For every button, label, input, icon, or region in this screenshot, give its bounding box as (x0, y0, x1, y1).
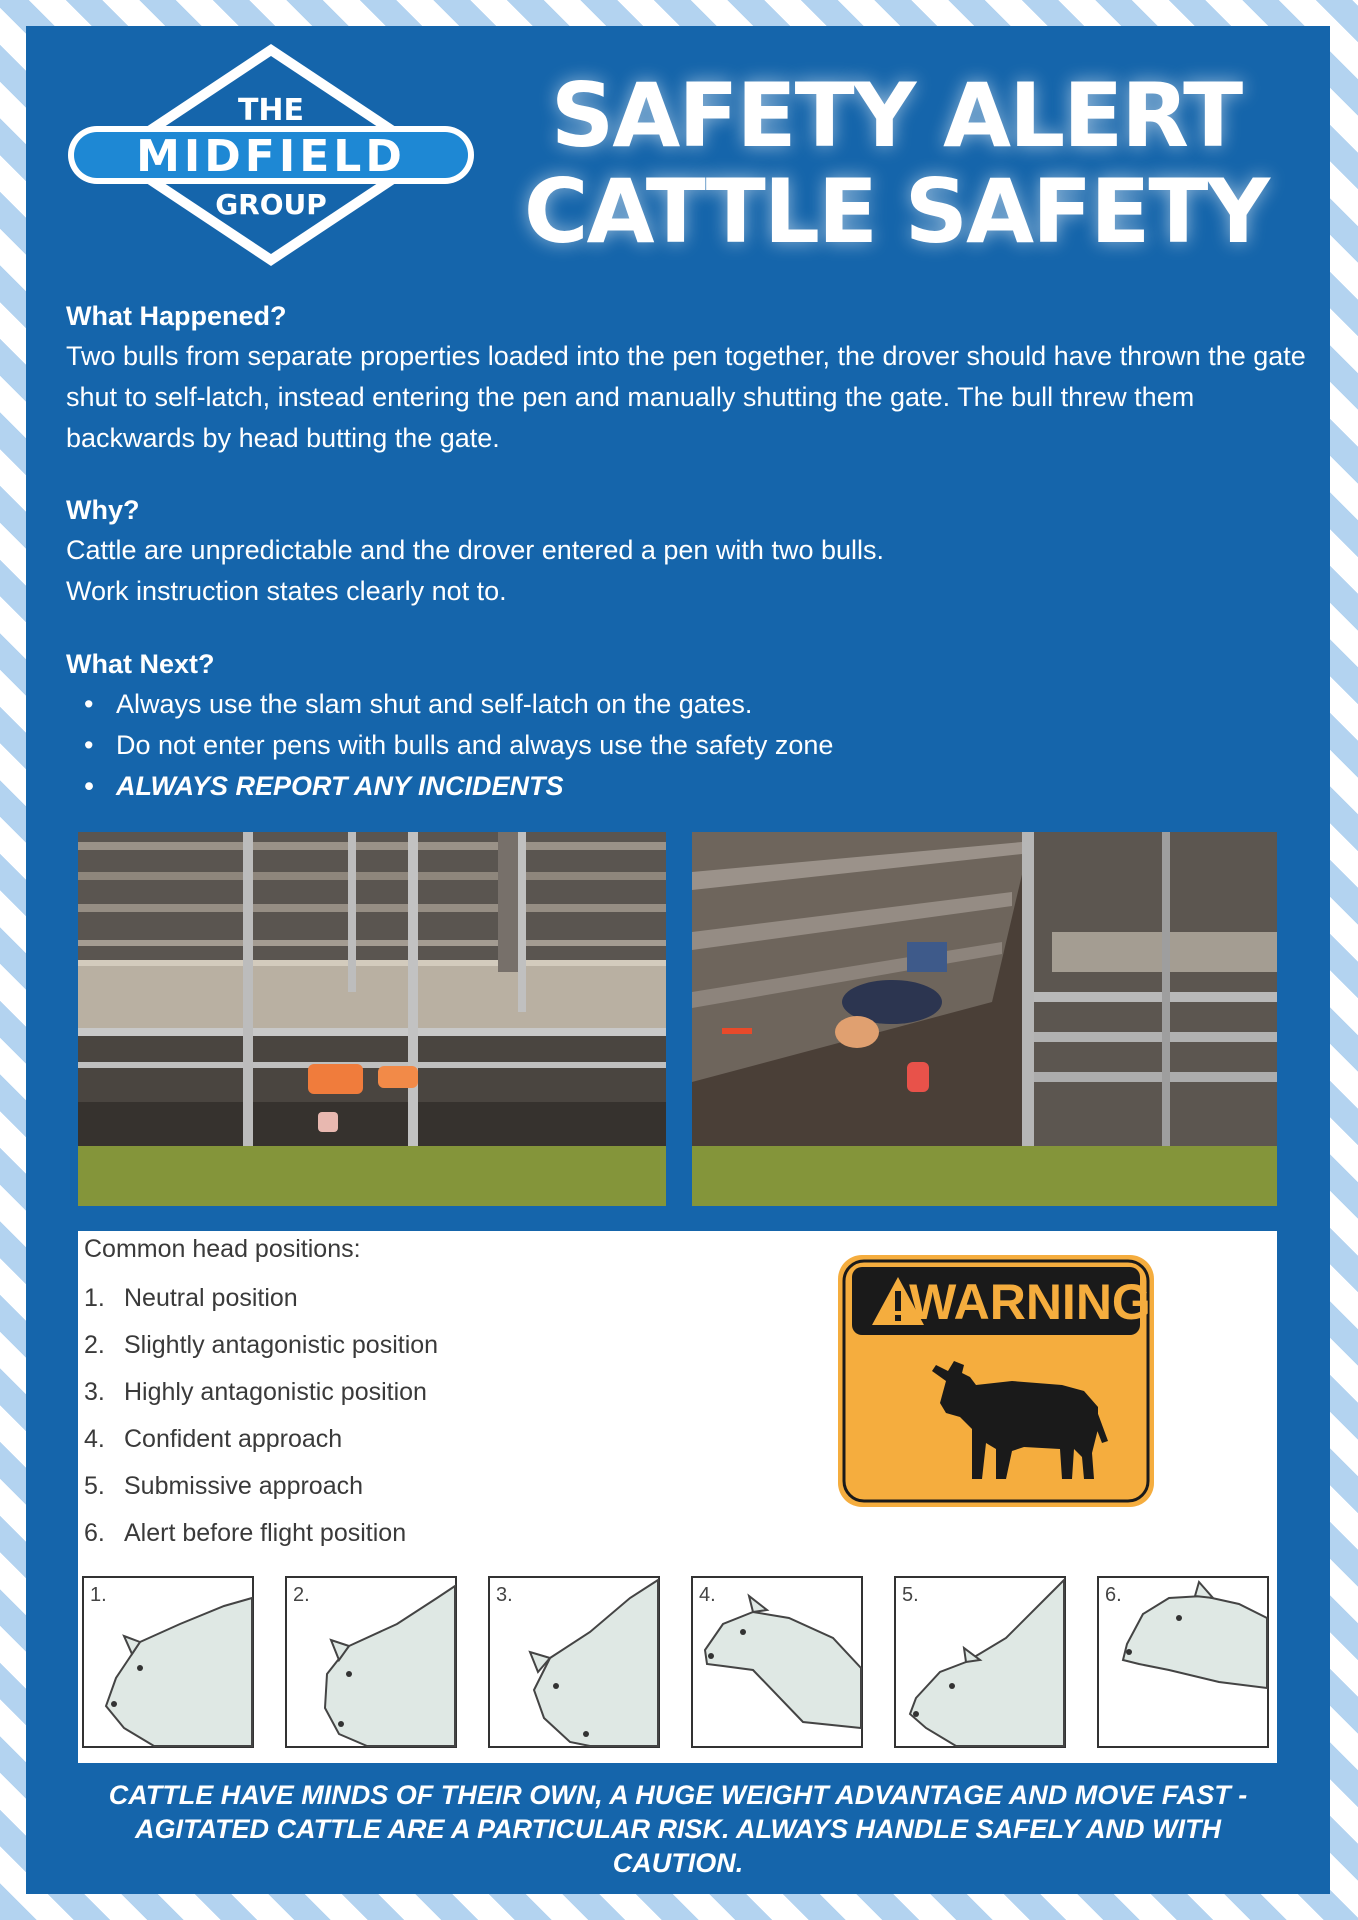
list-item: • Always use the slam shut and self-latch on the gates. (116, 684, 1306, 725)
list-item: 5. Submissive approach (84, 1472, 364, 1500)
head-card-2: 2. (285, 1576, 457, 1748)
head-card-5: 5. (894, 1576, 1066, 1748)
why-line-2: Work instruction states clearly not to. (66, 576, 507, 606)
what-happened-body: Two bulls from separate properties loaded into the pen together, the drover should have thrown the gate shut to self-latch, instead entering the pen and manually shutting the gate. The bull threw them backwards by head butting the gate. (66, 341, 1306, 453)
head-card-3: 3. (488, 1576, 660, 1748)
logo-text-the: THE (237, 93, 305, 128)
page-title (496, 64, 1296, 263)
list-item: 6. Alert before flight position (84, 1519, 407, 1547)
head-card-1: 1. (82, 1576, 254, 1748)
why-heading: Why? (66, 495, 140, 525)
title-line-2: CATTLE SAFETY (523, 160, 1269, 263)
what-next-heading: What Next? (66, 649, 215, 679)
logo-text-midfield: MIDFIELD (136, 131, 406, 182)
cow-head-confident-approach-icon (693, 1578, 865, 1750)
head-positions-list (84, 1275, 438, 1557)
title-line-1: SAFETY ALERT (550, 64, 1242, 167)
incident-photo-1 (78, 832, 666, 1206)
footer-line-2: AGITATED CATTLE ARE A PARTICULAR RISK. ALWAYS HANDLE SAFELY AND WITH (135, 1814, 1221, 1844)
footer-line-3: CAUTION. (612, 1848, 744, 1878)
midfield-logo (46, 40, 496, 270)
head-positions-heading: Common head positions: (84, 1235, 361, 1263)
incident-photo-2 (692, 832, 1277, 1206)
cow-head-slightly-antagonistic-icon (287, 1578, 459, 1750)
what-next-list (66, 684, 1306, 807)
warning-label: WARNING (909, 1274, 1151, 1330)
list-item: • Do not enter pens with bulls and always use the safety zone (116, 725, 1306, 766)
photo-1-band (78, 1146, 666, 1206)
cow-head-alert-before-flight-icon (1099, 1578, 1271, 1750)
what-happened-heading: What Happened? (66, 301, 287, 331)
cow-head-submissive-approach-icon (896, 1578, 1068, 1750)
head-position-illustrations (82, 1576, 1274, 1752)
head-positions-box (78, 1231, 1277, 1763)
head-card-6: 6. (1097, 1576, 1269, 1748)
list-item: 4. Confident approach (84, 1425, 343, 1453)
list-item: 1. Neutral position (84, 1284, 298, 1312)
cow-head-highly-antagonistic-icon (490, 1578, 662, 1750)
logo-text-group: GROUP (215, 188, 327, 221)
list-item: 2. Slightly antagonistic position (84, 1331, 439, 1359)
footer-line-1: CATTLE HAVE MINDS OF THEIR OWN, A HUGE WEIGHT ADVANTAGE AND MOVE FAST - (108, 1780, 1248, 1810)
what-happened-section (66, 296, 1306, 459)
footer-warning (66, 1778, 1290, 1880)
alert-panel (26, 26, 1330, 1894)
what-next-section (66, 644, 1306, 807)
list-item: 3. Highly antagonistic position (84, 1378, 427, 1406)
photo-2-band (692, 1146, 1277, 1206)
why-section (66, 490, 1306, 612)
head-card-4: 4. (691, 1576, 863, 1748)
list-item: • ALWAYS REPORT ANY INCIDENTS (116, 766, 1306, 807)
warning-sign (836, 1253, 1156, 1509)
cow-head-neutral-icon (84, 1578, 256, 1750)
why-line-1: Cattle are unpredictable and the drover entered a pen with two bulls. (66, 535, 885, 565)
